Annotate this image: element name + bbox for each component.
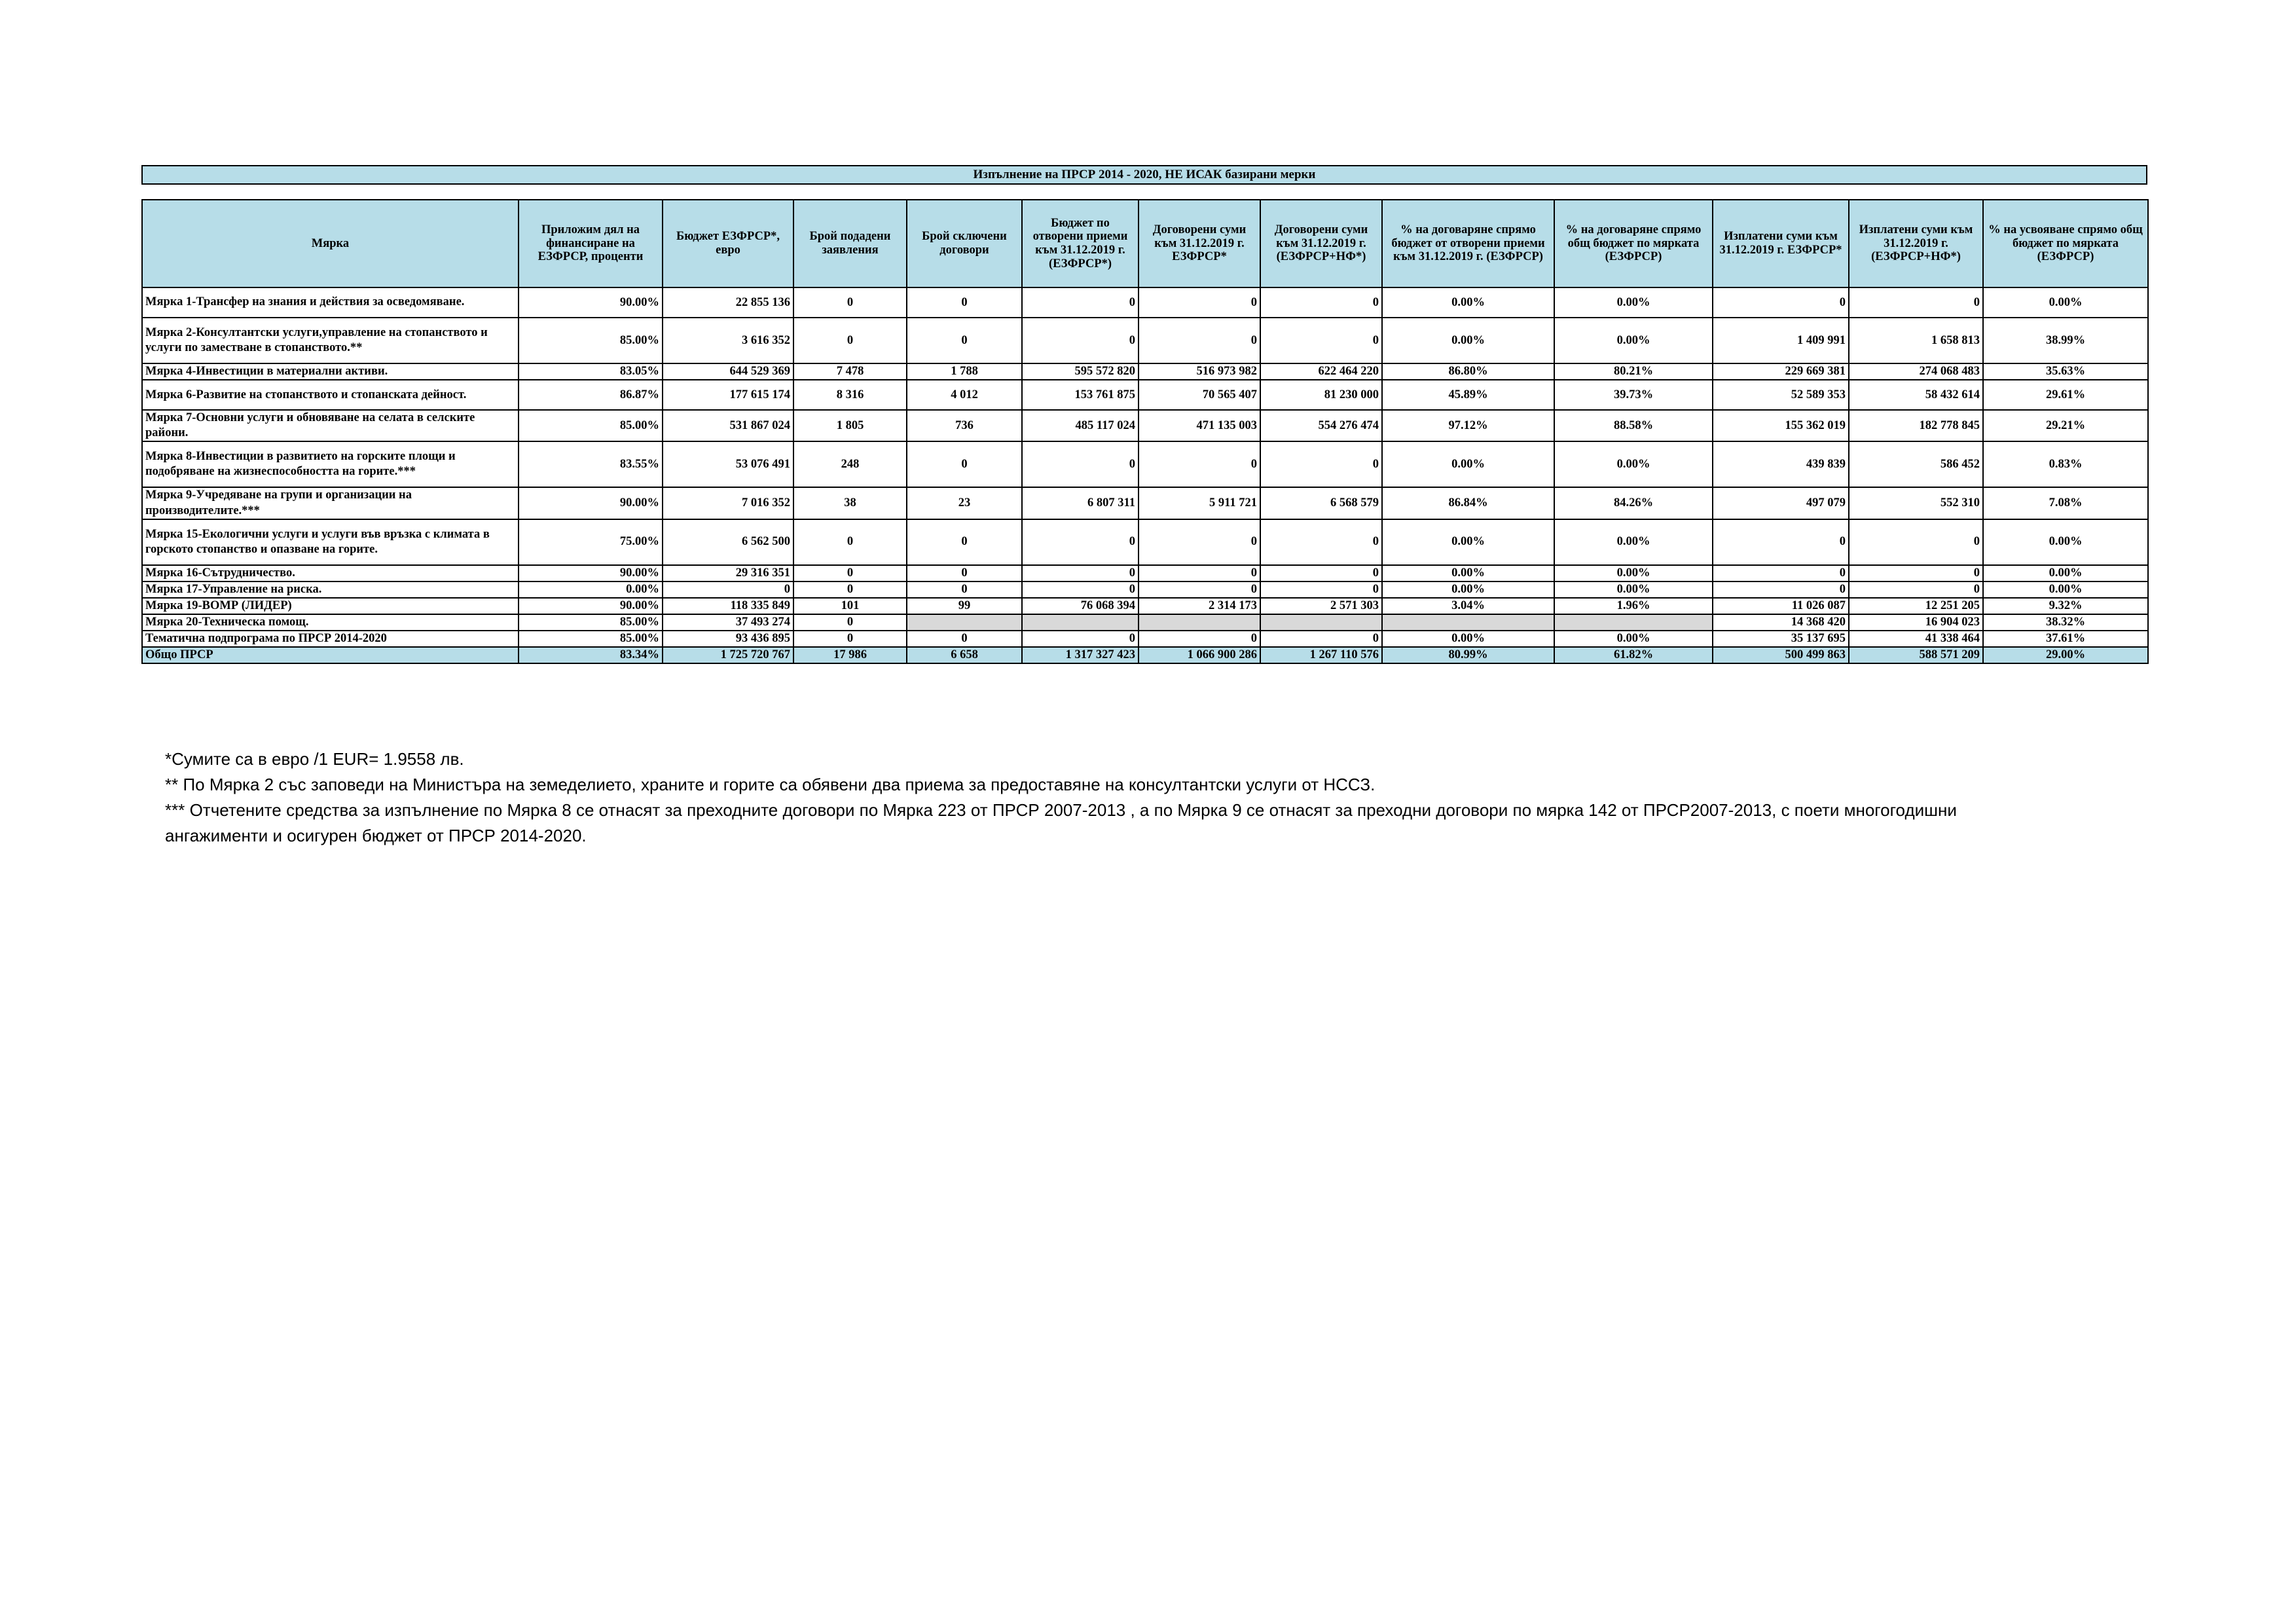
cell-measure: Мярка 19-ВОМР (ЛИДЕР) bbox=[142, 598, 519, 614]
cell-paid: 500 499 863 bbox=[1713, 647, 1849, 663]
cell-contracts: 0 bbox=[907, 565, 1022, 581]
cell-pct-total: 88.58% bbox=[1554, 410, 1713, 441]
cell-contracts: 6 658 bbox=[907, 647, 1022, 663]
cell-pct-open: 86.80% bbox=[1382, 363, 1554, 380]
cell-contracted: 0 bbox=[1139, 631, 1260, 647]
cell-paid: 35 137 695 bbox=[1713, 631, 1849, 647]
cell-paid-nf: 552 310 bbox=[1849, 487, 1983, 519]
cell-contracted bbox=[1139, 614, 1260, 631]
cell-paid-nf: 0 bbox=[1849, 287, 1983, 318]
cell-budget: 7 016 352 bbox=[663, 487, 793, 519]
cell-paid-nf: 12 251 205 bbox=[1849, 598, 1983, 614]
cell-contracted: 1 066 900 286 bbox=[1139, 647, 1260, 663]
cell-open-budget: 485 117 024 bbox=[1022, 410, 1139, 441]
cell-pct-absorb: 9.32% bbox=[1983, 598, 2148, 614]
cell-pct-total: 0.00% bbox=[1554, 519, 1713, 565]
col-header: Брой сключени договори bbox=[907, 200, 1022, 287]
cell-pct-absorb: 0.00% bbox=[1983, 581, 2148, 598]
cell-pct-open: 0.00% bbox=[1382, 581, 1554, 598]
table-row bbox=[142, 631, 2148, 647]
cell-applications: 0 bbox=[793, 614, 907, 631]
cell-share: 90.00% bbox=[519, 487, 663, 519]
cell-open-budget: 0 bbox=[1022, 519, 1139, 565]
cell-paid-nf: 182 778 845 bbox=[1849, 410, 1983, 441]
cell-paid: 52 589 353 bbox=[1713, 380, 1849, 410]
cell-pct-absorb: 0.83% bbox=[1983, 441, 2148, 487]
col-header: Брой подадени заявления bbox=[793, 200, 907, 287]
cell-pct-open: 0.00% bbox=[1382, 519, 1554, 565]
cell-open-budget: 0 bbox=[1022, 287, 1139, 318]
cell-contracts: 23 bbox=[907, 487, 1022, 519]
cell-applications: 0 bbox=[793, 631, 907, 647]
cell-contracted: 0 bbox=[1139, 318, 1260, 363]
cell-pct-absorb: 35.63% bbox=[1983, 363, 2148, 380]
cell-contracted-nf: 0 bbox=[1260, 581, 1382, 598]
cell-paid-nf: 0 bbox=[1849, 565, 1983, 581]
cell-contracts: 0 bbox=[907, 287, 1022, 318]
cell-contracted: 5 911 721 bbox=[1139, 487, 1260, 519]
col-header: Мярка bbox=[142, 200, 519, 287]
cell-measure: Мярка 7-Основни услуги и обновяване на селата в селските райони. bbox=[142, 410, 519, 441]
cell-contracts: 0 bbox=[907, 318, 1022, 363]
col-header: Бюджет по отворени приеми към 31.12.2019 г. (ЕЗФРСР*) bbox=[1022, 200, 1139, 287]
cell-pct-total: 39.73% bbox=[1554, 380, 1713, 410]
cell-open-budget: 76 068 394 bbox=[1022, 598, 1139, 614]
cell-budget: 6 562 500 bbox=[663, 519, 793, 565]
cell-paid-nf: 0 bbox=[1849, 581, 1983, 598]
cell-applications: 1 805 bbox=[793, 410, 907, 441]
cell-applications: 0 bbox=[793, 287, 907, 318]
cell-contracted: 2 314 173 bbox=[1139, 598, 1260, 614]
cell-applications: 0 bbox=[793, 565, 907, 581]
cell-measure: Мярка 6-Развитие на стопанството и стопанската дейност. bbox=[142, 380, 519, 410]
cell-pct-total: 80.21% bbox=[1554, 363, 1713, 380]
cell-pct-total: 0.00% bbox=[1554, 631, 1713, 647]
cell-share: 83.05% bbox=[519, 363, 663, 380]
cell-budget: 531 867 024 bbox=[663, 410, 793, 441]
table-row bbox=[142, 410, 2148, 441]
cell-paid-nf: 0 bbox=[1849, 519, 1983, 565]
cell-open-budget: 595 572 820 bbox=[1022, 363, 1139, 380]
cell-open-budget: 0 bbox=[1022, 581, 1139, 598]
cell-contracted-nf: 622 464 220 bbox=[1260, 363, 1382, 380]
cell-paid-nf: 588 571 209 bbox=[1849, 647, 1983, 663]
cell-open-budget bbox=[1022, 614, 1139, 631]
cell-paid-nf: 1 658 813 bbox=[1849, 318, 1983, 363]
cell-contracted-nf: 0 bbox=[1260, 519, 1382, 565]
cell-contracted: 0 bbox=[1139, 441, 1260, 487]
cell-paid-nf: 41 338 464 bbox=[1849, 631, 1983, 647]
col-header: Изплатени суми към 31.12.2019 г. ЕЗФРСР* bbox=[1713, 200, 1849, 287]
cell-contracted: 0 bbox=[1139, 287, 1260, 318]
cell-paid-nf: 274 068 483 bbox=[1849, 363, 1983, 380]
cell-contracts: 4 012 bbox=[907, 380, 1022, 410]
cell-paid-nf: 586 452 bbox=[1849, 441, 1983, 487]
col-header: % на усвояване спрямо общ бюджет по мярката (ЕЗФРСР) bbox=[1983, 200, 2148, 287]
cell-applications: 101 bbox=[793, 598, 907, 614]
cell-contracted: 0 bbox=[1139, 581, 1260, 598]
cell-pct-open: 0.00% bbox=[1382, 287, 1554, 318]
table-row bbox=[142, 380, 2148, 410]
cell-budget: 0 bbox=[663, 581, 793, 598]
cell-applications: 7 478 bbox=[793, 363, 907, 380]
cell-pct-total: 84.26% bbox=[1554, 487, 1713, 519]
cell-pct-total: 0.00% bbox=[1554, 287, 1713, 318]
cell-applications: 0 bbox=[793, 318, 907, 363]
table-row bbox=[142, 318, 2148, 363]
cell-contracted-nf: 0 bbox=[1260, 287, 1382, 318]
cell-open-budget: 0 bbox=[1022, 441, 1139, 487]
cell-contracted-nf bbox=[1260, 614, 1382, 631]
col-header: Изплатени суми към 31.12.2019 г. (ЕЗФРСР+НФ*) bbox=[1849, 200, 1983, 287]
col-header: Договорени суми към 31.12.2019 г. ЕЗФРСР* bbox=[1139, 200, 1260, 287]
cell-budget: 1 725 720 767 bbox=[663, 647, 793, 663]
cell-pct-open: 3.04% bbox=[1382, 598, 1554, 614]
cell-pct-open: 0.00% bbox=[1382, 441, 1554, 487]
cell-share: 83.55% bbox=[519, 441, 663, 487]
cell-open-budget: 0 bbox=[1022, 318, 1139, 363]
cell-paid: 497 079 bbox=[1713, 487, 1849, 519]
cell-open-budget: 0 bbox=[1022, 565, 1139, 581]
cell-paid-nf: 58 432 614 bbox=[1849, 380, 1983, 410]
cell-measure: Мярка 1-Трансфер на знания и действия за осведомяване. bbox=[142, 287, 519, 318]
cell-pct-open: 0.00% bbox=[1382, 565, 1554, 581]
table-row bbox=[142, 363, 2148, 380]
cell-contracts bbox=[907, 614, 1022, 631]
cell-contracts: 0 bbox=[907, 581, 1022, 598]
cell-contracted-nf: 2 571 303 bbox=[1260, 598, 1382, 614]
cell-share: 90.00% bbox=[519, 287, 663, 318]
cell-pct-total: 0.00% bbox=[1554, 581, 1713, 598]
cell-open-budget: 0 bbox=[1022, 631, 1139, 647]
col-header: Бюджет ЕЗФРСР*, евро bbox=[663, 200, 793, 287]
cell-open-budget: 1 317 327 423 bbox=[1022, 647, 1139, 663]
total-row bbox=[142, 647, 2148, 663]
cell-pct-total: 0.00% bbox=[1554, 318, 1713, 363]
cell-contracts: 1 788 bbox=[907, 363, 1022, 380]
cell-pct-absorb: 38.32% bbox=[1983, 614, 2148, 631]
cell-applications: 0 bbox=[793, 519, 907, 565]
table-row bbox=[142, 614, 2148, 631]
cell-contracts: 0 bbox=[907, 519, 1022, 565]
table-row bbox=[142, 519, 2148, 565]
cell-contracted-nf: 0 bbox=[1260, 441, 1382, 487]
cell-budget: 118 335 849 bbox=[663, 598, 793, 614]
cell-measure: Тематична подпрограма по ПРСР 2014-2020 bbox=[142, 631, 519, 647]
cell-measure: Мярка 8-Инвестиции в развитието на горските площи и подобряване на жизнеспособността на горите.*** bbox=[142, 441, 519, 487]
col-header: % на договаряне спрямо бюджет от отворени приеми към 31.12.2019 г. (ЕЗФРСР) bbox=[1382, 200, 1554, 287]
footnotes bbox=[165, 747, 2064, 849]
cell-measure: Мярка 16-Сътрудничество. bbox=[142, 565, 519, 581]
cell-pct-open: 0.00% bbox=[1382, 631, 1554, 647]
cell-budget: 93 436 895 bbox=[663, 631, 793, 647]
cell-pct-total: 0.00% bbox=[1554, 441, 1713, 487]
cell-contracted: 70 565 407 bbox=[1139, 380, 1260, 410]
cell-paid: 1 409 991 bbox=[1713, 318, 1849, 363]
cell-applications: 248 bbox=[793, 441, 907, 487]
cell-contracts: 0 bbox=[907, 631, 1022, 647]
cell-share: 85.00% bbox=[519, 631, 663, 647]
cell-budget: 29 316 351 bbox=[663, 565, 793, 581]
cell-contracted-nf: 6 568 579 bbox=[1260, 487, 1382, 519]
col-header: Договорени суми към 31.12.2019 г. (ЕЗФРСР+НФ*) bbox=[1260, 200, 1382, 287]
cell-pct-absorb: 0.00% bbox=[1983, 565, 2148, 581]
cell-contracts: 736 bbox=[907, 410, 1022, 441]
cell-pct-absorb: 0.00% bbox=[1983, 519, 2148, 565]
cell-contracted: 516 973 982 bbox=[1139, 363, 1260, 380]
cell-pct-absorb: 29.00% bbox=[1983, 647, 2148, 663]
cell-budget: 37 493 274 bbox=[663, 614, 793, 631]
footnote: *** Отчетените средства за изпълнение по Мярка 8 се отнасят за преходните договори по Мярка 223 от ПРСР 2007-2013 , а по Мярка 9 се отнасят за преходни договори по мярка 142 от ПРСР2007-2013, с поети многогодишни ангажименти и осигурен бюджет от ПРСР 2014-2020. bbox=[165, 800, 1957, 845]
cell-pct-absorb: 37.61% bbox=[1983, 631, 2148, 647]
cell-measure: Мярка 15-Екологични услуги и услуги във връзка с климата в горското стопанство и опазване на горите. bbox=[142, 519, 519, 565]
cell-pct-absorb: 7.08% bbox=[1983, 487, 2148, 519]
cell-paid: 0 bbox=[1713, 287, 1849, 318]
cell-share: 83.34% bbox=[519, 647, 663, 663]
cell-share: 90.00% bbox=[519, 598, 663, 614]
table-row bbox=[142, 598, 2148, 614]
cell-budget: 53 076 491 bbox=[663, 441, 793, 487]
cell-open-budget: 6 807 311 bbox=[1022, 487, 1139, 519]
cell-pct-open: 0.00% bbox=[1382, 318, 1554, 363]
header-row bbox=[142, 200, 2148, 287]
measures-table bbox=[141, 199, 2149, 664]
col-header: Приложим дял на финансиране на ЕЗФРСР, проценти bbox=[519, 200, 663, 287]
cell-applications: 38 bbox=[793, 487, 907, 519]
cell-share: 85.00% bbox=[519, 410, 663, 441]
cell-open-budget: 153 761 875 bbox=[1022, 380, 1139, 410]
cell-paid: 0 bbox=[1713, 581, 1849, 598]
cell-paid: 14 368 420 bbox=[1713, 614, 1849, 631]
cell-applications: 0 bbox=[793, 581, 907, 598]
table-row bbox=[142, 287, 2148, 318]
cell-applications: 8 316 bbox=[793, 380, 907, 410]
cell-contracted-nf: 1 267 110 576 bbox=[1260, 647, 1382, 663]
cell-budget: 644 529 369 bbox=[663, 363, 793, 380]
cell-applications: 17 986 bbox=[793, 647, 907, 663]
cell-pct-absorb: 38.99% bbox=[1983, 318, 2148, 363]
col-header: % на договаряне спрямо общ бюджет по мярката (ЕЗФРСР) bbox=[1554, 200, 1713, 287]
cell-budget: 177 615 174 bbox=[663, 380, 793, 410]
cell-paid: 229 669 381 bbox=[1713, 363, 1849, 380]
table-row bbox=[142, 487, 2148, 519]
cell-pct-total: 61.82% bbox=[1554, 647, 1713, 663]
cell-budget: 22 855 136 bbox=[663, 287, 793, 318]
cell-share: 85.00% bbox=[519, 318, 663, 363]
cell-paid: 0 bbox=[1713, 565, 1849, 581]
cell-contracts: 99 bbox=[907, 598, 1022, 614]
cell-pct-absorb: 29.61% bbox=[1983, 380, 2148, 410]
cell-pct-absorb: 29.21% bbox=[1983, 410, 2148, 441]
report-title: Изпълнение на ПРСР 2014 - 2020, НЕ ИСАК базирани мерки bbox=[141, 165, 2147, 185]
table-row bbox=[142, 581, 2148, 598]
cell-share: 90.00% bbox=[519, 565, 663, 581]
cell-paid: 11 026 087 bbox=[1713, 598, 1849, 614]
cell-contracted: 0 bbox=[1139, 565, 1260, 581]
cell-share: 75.00% bbox=[519, 519, 663, 565]
table-row bbox=[142, 565, 2148, 581]
cell-contracted-nf: 0 bbox=[1260, 565, 1382, 581]
footnote: ** По Мярка 2 със заповеди на Министъра на земеделието, храните и горите са обявени два приема за предоставяне на консултантски услуги от НССЗ. bbox=[165, 775, 1376, 794]
table-row bbox=[142, 441, 2148, 487]
cell-contracted: 0 bbox=[1139, 519, 1260, 565]
cell-share: 0.00% bbox=[519, 581, 663, 598]
cell-pct-open bbox=[1382, 614, 1554, 631]
cell-pct-open: 97.12% bbox=[1382, 410, 1554, 441]
cell-measure: Мярка 17-Управление на риска. bbox=[142, 581, 519, 598]
cell-contracted-nf: 0 bbox=[1260, 318, 1382, 363]
cell-contracted-nf: 554 276 474 bbox=[1260, 410, 1382, 441]
cell-measure: Мярка 4-Инвестиции в материални активи. bbox=[142, 363, 519, 380]
cell-pct-total: 0.00% bbox=[1554, 565, 1713, 581]
cell-measure: Мярка 2-Консултантски услуги,управление на стопанството и услуги по заместване в стопанството.** bbox=[142, 318, 519, 363]
cell-measure: Общо ПРСР bbox=[142, 647, 519, 663]
footnote: *Сумите са в евро /1 EUR= 1.9558 лв. bbox=[165, 749, 464, 769]
cell-share: 85.00% bbox=[519, 614, 663, 631]
cell-budget: 3 616 352 bbox=[663, 318, 793, 363]
cell-pct-open: 45.89% bbox=[1382, 380, 1554, 410]
report-sheet bbox=[141, 165, 2147, 664]
cell-pct-total bbox=[1554, 614, 1713, 631]
cell-pct-open: 86.84% bbox=[1382, 487, 1554, 519]
cell-paid: 0 bbox=[1713, 519, 1849, 565]
cell-measure: Мярка 9-Учредяване на групи и организации на производителите.*** bbox=[142, 487, 519, 519]
cell-paid: 439 839 bbox=[1713, 441, 1849, 487]
cell-contracted-nf: 81 230 000 bbox=[1260, 380, 1382, 410]
cell-pct-absorb: 0.00% bbox=[1983, 287, 2148, 318]
cell-pct-open: 80.99% bbox=[1382, 647, 1554, 663]
cell-measure: Мярка 20-Техническа помощ. bbox=[142, 614, 519, 631]
cell-paid-nf: 16 904 023 bbox=[1849, 614, 1983, 631]
cell-paid: 155 362 019 bbox=[1713, 410, 1849, 441]
cell-contracted-nf: 0 bbox=[1260, 631, 1382, 647]
cell-share: 86.87% bbox=[519, 380, 663, 410]
cell-contracted: 471 135 003 bbox=[1139, 410, 1260, 441]
cell-pct-total: 1.96% bbox=[1554, 598, 1713, 614]
cell-contracts: 0 bbox=[907, 441, 1022, 487]
